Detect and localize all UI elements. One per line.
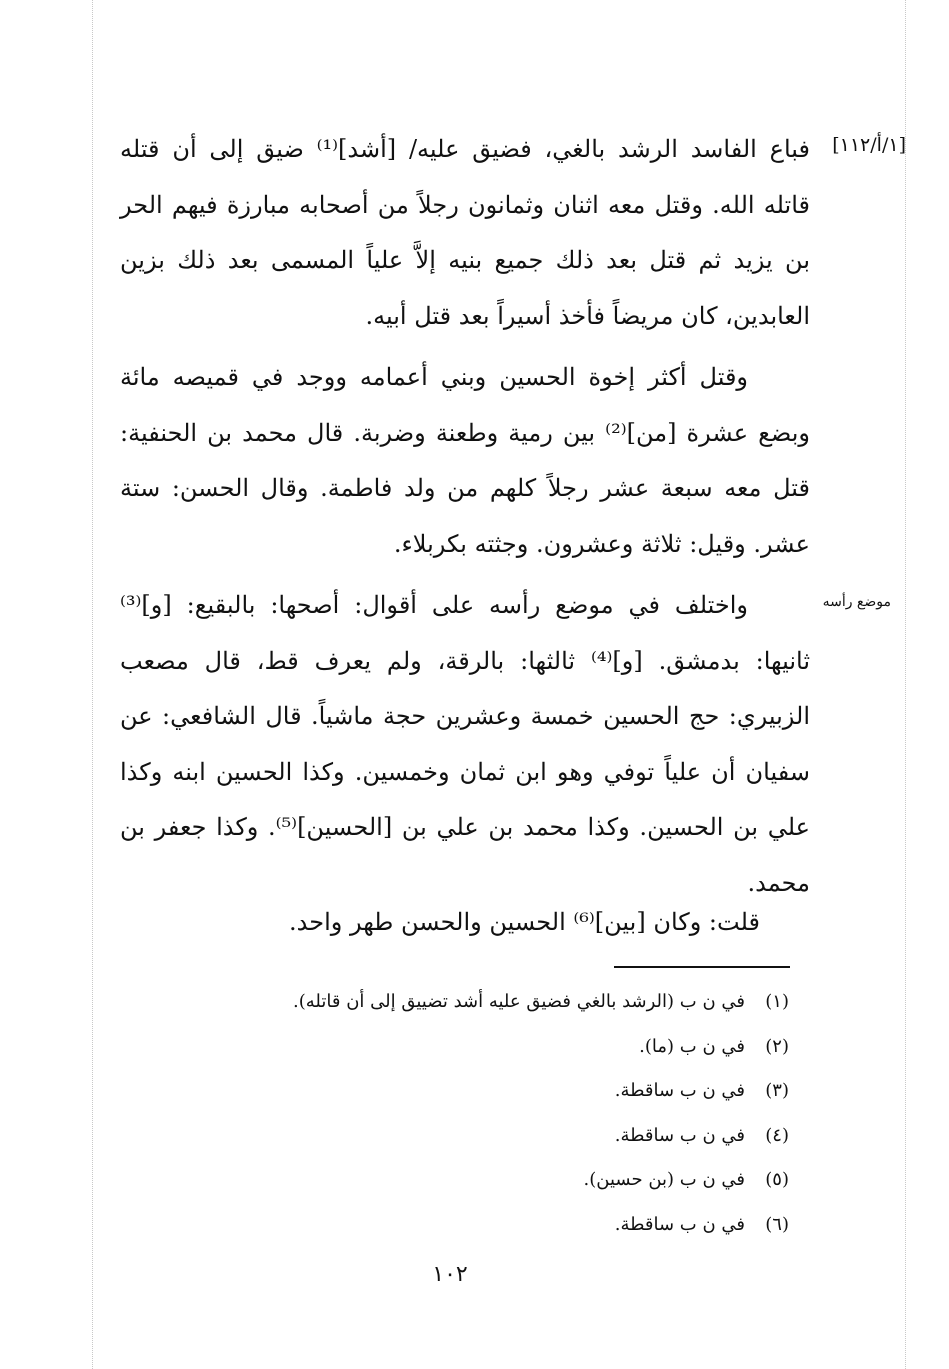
footnote-item [189,1025,789,1070]
footnote-number: (١) [765,991,789,1012]
footnote-text: في ن ب ساقطة. [614,1124,745,1146]
footnote-text: في ن ب (ما). [639,1035,745,1057]
footnote-number: (٦) [765,1213,789,1235]
footnote-item [189,980,789,1025]
footnote-number: (٤) [765,1124,789,1146]
footnote-number: (٢) [765,1035,789,1057]
footnote-text: في ن ب (بن حسين). [583,1169,745,1190]
scan-edge-mark-left [92,0,93,1369]
footnotes-list [189,980,789,1247]
paragraph-1: فباع الفاسد الرشد بالغي، فضيق عليه/ [أشد]⁽¹⁾ ضيق إلى أن قتله قاتله الله. وقتل معه اثنان وثمانون رجلاً من أصحابه مبارزة فيهم الحر بن يزيد ثم قتل بعد ذلك جميع بنيه إلاَّ علياً المسمى بعد ذلك بزين العابدين، كان مريضاً فأخذ أسيراً بعد قتل أبيه. [120,135,810,330]
footnote-number: (٣) [765,1080,789,1101]
footnote-text: في ن ب ساقطة. [614,1213,745,1235]
manuscript-folio-reference: [١/أ/١١٢] [832,134,906,156]
paragraph-4: قلت: وكان [بين]⁽⁶⁾ الحسين والحسن طهر واحد. [289,908,760,936]
page-number: ١٠٢ [432,1262,468,1287]
footnote-text: في ن ب (الرشد بالغي فضيق عليه أشد تضييق إلى أن قاتله). [293,991,745,1012]
footnote-item [189,1158,789,1203]
paragraph-2: وقتل أكثر إخوة الحسين وبني أعمامه ووجد في قميصه مائة وبضع عشرة [من]⁽²⁾ بين رمية وطعنة وضربة. قال محمد بن الحنفية: قتل معه سبعة عشر رجلاً كلهم من ولد فاطمة. وقال الحسن: ستة عشر. وقيل: ثلاثة وعشرون. وجثته بكربلاء. [120,363,811,558]
footnote-item [189,1069,789,1114]
footnote-item [189,1203,789,1248]
footnote-separator-rule [614,966,790,968]
scan-edge-mark-right [905,0,906,1369]
paragraph-3: واختلف في موضع رأسه على أقوال: أصحها: بالبقيع: [و]⁽³⁾ ثانيها: بدمشق. [و]⁽⁴⁾ ثالثها: بالرقة، ولم يعرف قط، قال مصعب الزبيري: حج الحسين خمسة وعشرين حجة ماشياً. قال الشافعي: عن سفيان أن علياً توفي وهو ابن ثمان وخمسين. وكذا الحسين ابنه وكذا علي بن الحسين. وكذا محمد بن علي بن [الحسين]⁽⁵⁾. وكذا جعفر بن محمد. [120,591,811,897]
footnote-item [189,1114,789,1159]
footnote-number: (٥) [765,1169,789,1190]
footnote-text: في ن ب ساقطة. [614,1080,745,1101]
margin-note-head-location: موضع رأسه [822,594,891,610]
